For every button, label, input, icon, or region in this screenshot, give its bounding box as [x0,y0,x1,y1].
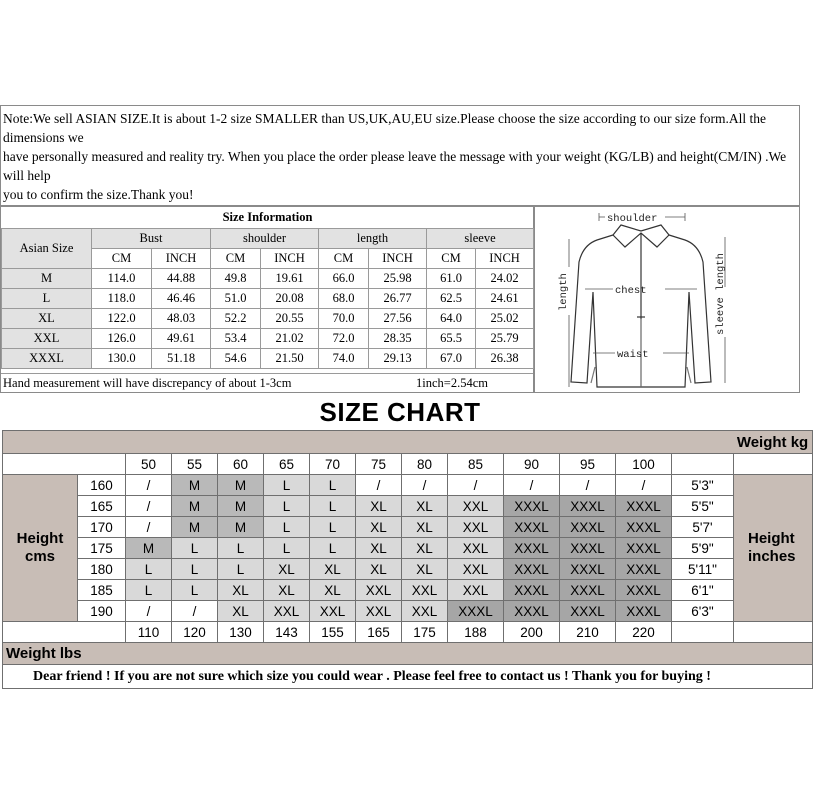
measurement-cell: 19.61 [261,268,319,288]
measurement-cell: 25.79 [476,328,534,348]
height-inch-cell: 5'7' [672,517,734,538]
height-cms-label [3,475,78,622]
size-cell: L [126,580,172,601]
measurement-cell: 130.0 [92,348,152,368]
height-cms-label-line: Height [16,530,64,547]
size-cell: XXXL [448,601,504,622]
size-cell: XL [264,580,310,601]
size-cell: XL [218,580,264,601]
note-line: you to confirm the size.Thank you! [3,187,194,202]
size-cell: XXL [448,559,504,580]
size-cell: M [172,496,218,517]
size-cell: XL [356,517,402,538]
measurement-cell: 44.88 [152,268,211,288]
note-line: Note:We sell ASIAN SIZE.It is about 1-2 size SMALLER than US,UK,AU,EU size.Please choose the size according to our size form.All the dimensions we [3,111,767,145]
measurement-cell: 122.0 [92,308,152,328]
height-cm-cell: 185 [78,580,126,601]
height-inch-cell: 5'5" [672,496,734,517]
weight-kg-cell: 80 [402,454,448,475]
size-cell: L [264,475,310,496]
inch-conversion: 1inch=2.54cm [416,376,488,390]
weight-lbs-cell: 143 [264,622,310,643]
measurement-cell: 66.0 [319,268,369,288]
size-cell: / [126,475,172,496]
group-header: length [319,228,427,248]
blank-cell [3,622,126,643]
size-cell: XXL [402,601,448,622]
blank-cell [734,622,813,643]
blank-cell [672,454,734,475]
size-cell: XXXL [560,559,616,580]
measurement-cell: 21.50 [261,348,319,368]
height-inches-label-line: Height [748,530,795,547]
height-cm-cell: 175 [78,538,126,559]
size-label: XL [2,308,92,328]
unit-header: CM [92,248,152,268]
measurement-cell: 70.0 [319,308,369,328]
group-header: shoulder [211,228,319,248]
measurement-cell: 68.0 [319,288,369,308]
size-cell: L [172,559,218,580]
weight-lbs-cell: 188 [448,622,504,643]
diagram-label-chest: chest [615,285,647,297]
table-row [2,348,534,368]
size-cell: / [616,475,672,496]
measurement-cell: 118.0 [92,288,152,308]
measurement-cell: 52.2 [211,308,261,328]
size-cell: L [264,538,310,559]
size-cell: XL [310,559,356,580]
weight-lbs-cell: 130 [218,622,264,643]
size-cell: XXL [448,496,504,517]
size-cell: XXXL [560,538,616,559]
size-cell: / [356,475,402,496]
unit-header: CM [319,248,369,268]
size-cell: XXXL [616,517,672,538]
diagram-label-shoulder: shoulder [607,213,658,225]
size-cell: M [172,517,218,538]
table-row [3,475,813,496]
measurement-cell: 25.02 [476,308,534,328]
measurement-cell: 126.0 [92,328,152,348]
unit-header: INCH [261,248,319,268]
size-cell: L [172,538,218,559]
measurement-cell: 61.0 [427,268,476,288]
size-cell: XL [402,517,448,538]
unit-header: INCH [476,248,534,268]
blank-cell [3,454,126,475]
size-cell: / [126,517,172,538]
size-cell: XXXL [616,601,672,622]
size-cell: XXXL [560,601,616,622]
table-row [2,268,534,288]
asian-size-header: Asian Size [2,228,92,268]
measurement-cell: 53.4 [211,328,261,348]
unit-header: CM [211,248,261,268]
size-label: M [2,268,92,288]
weight-lbs-band: Weight lbs [3,643,813,665]
size-cell: XL [356,538,402,559]
size-cell: M [218,475,264,496]
size-label: L [2,288,92,308]
size-information-table [0,206,534,393]
size-cell: XL [264,559,310,580]
weight-lbs-cell: 220 [616,622,672,643]
size-cell: XXL [402,580,448,601]
size-cell: XL [402,538,448,559]
size-cell: XXXL [560,517,616,538]
diagram-label-length: length [558,273,570,311]
measurement-cell: 62.5 [427,288,476,308]
size-cell: XXL [448,580,504,601]
weight-lbs-cell: 200 [504,622,560,643]
table-row [2,288,534,308]
measurement-cell: 64.0 [427,308,476,328]
size-cell: XXXL [504,538,560,559]
size-cell: / [504,475,560,496]
note-line: have personally measured and reality try. When you place the order please leave the message with your weight (KG/LB) and height(CM/IN) .We will help [3,149,787,183]
size-cell: XXXL [504,496,560,517]
size-cell: / [126,601,172,622]
height-inches-label-line: inches [748,548,796,565]
table-row [3,538,813,559]
weight-kg-band: Weight kg [3,431,813,454]
weight-lbs-cell: 175 [402,622,448,643]
size-note [0,105,800,206]
height-cm-cell: 160 [78,475,126,496]
size-cell: XXXL [616,580,672,601]
shirt-icon [535,207,799,392]
size-cell: XL [402,496,448,517]
height-inch-cell: 6'1" [672,580,734,601]
size-cell: XL [218,601,264,622]
weight-kg-cell: 60 [218,454,264,475]
diagram-label-waist: waist [617,349,649,361]
table-row [3,580,813,601]
height-cms-label-line: cms [24,548,56,565]
measurement-cell: 25.98 [369,268,427,288]
height-cm-cell: 165 [78,496,126,517]
height-inch-cell: 5'9" [672,538,734,559]
measurement-cell: 65.5 [427,328,476,348]
friend-message: Dear friend ! If you are not sure which size you could wear . Please feel free to contact us ! Thank you for buying ! [3,665,813,689]
size-label: XXXL [2,348,92,368]
size-cell: L [218,559,264,580]
table-row [3,601,813,622]
unit-header: CM [427,248,476,268]
weight-kg-cell: 70 [310,454,356,475]
size-cell: XL [402,559,448,580]
size-cell: / [448,475,504,496]
table-row [3,559,813,580]
shirt-measurement-diagram [534,206,800,393]
size-info-title: Size Information [2,207,534,228]
size-cell: XXXL [616,538,672,559]
size-cell: M [172,475,218,496]
measurement-cell: 21.02 [261,328,319,348]
size-cell: / [172,601,218,622]
size-cell: XXXL [560,580,616,601]
weight-lbs-cell: 165 [356,622,402,643]
blank-cell [734,454,813,475]
size-cell: XXL [448,517,504,538]
measurement-cell: 20.08 [261,288,319,308]
table-row [3,517,813,538]
size-cell: / [402,475,448,496]
measurement-cell: 74.0 [319,348,369,368]
height-inches-label [734,475,813,622]
measurement-cell: 49.8 [211,268,261,288]
unit-header: INCH [152,248,211,268]
unit-header: INCH [369,248,427,268]
size-cell: / [560,475,616,496]
weight-kg-cell: 55 [172,454,218,475]
size-cell: XXXL [504,580,560,601]
weight-lbs-cell: 155 [310,622,356,643]
weight-lbs-cell: 120 [172,622,218,643]
height-cm-cell: 170 [78,517,126,538]
size-cell: / [126,496,172,517]
height-cm-cell: 180 [78,559,126,580]
weight-kg-cell: 95 [560,454,616,475]
group-header: sleeve [427,228,534,248]
size-cell: L [310,517,356,538]
measurement-cell: 67.0 [427,348,476,368]
measurement-cell: 49.61 [152,328,211,348]
size-cell: XXL [356,601,402,622]
table-row [2,308,534,328]
size-cell: XXL [448,538,504,559]
measurement-cell: 20.55 [261,308,319,328]
measurement-cell: 26.77 [369,288,427,308]
size-cell: XL [356,559,402,580]
measurement-cell: 51.0 [211,288,261,308]
weight-kg-cell: 85 [448,454,504,475]
height-inch-cell: 6'3" [672,601,734,622]
size-cell: M [218,496,264,517]
measurement-cell: 114.0 [92,268,152,288]
size-cell: XXL [310,601,356,622]
size-cell: L [126,559,172,580]
size-cell: XXXL [504,559,560,580]
size-cell: L [310,496,356,517]
height-cm-cell: 190 [78,601,126,622]
measurement-cell: 27.56 [369,308,427,328]
size-cell: L [310,475,356,496]
weight-lbs-cell: 210 [560,622,616,643]
size-cell: XXXL [560,496,616,517]
blank-cell [672,622,734,643]
measurement-cell: 51.18 [152,348,211,368]
size-cell: L [218,538,264,559]
table-row [2,328,534,348]
discrepancy-note: Hand measurement will have discrepancy of about 1-3cm [3,376,292,390]
weight-lbs-cell: 110 [126,622,172,643]
size-chart-title: SIZE CHART [319,397,481,427]
size-cell: XL [310,580,356,601]
measurement-cell: 72.0 [319,328,369,348]
table-row [3,496,813,517]
size-chart-table [2,430,812,689]
height-inch-cell: 5'3" [672,475,734,496]
measurement-cell: 24.61 [476,288,534,308]
size-info-footnote [1,373,533,393]
size-cell: L [172,580,218,601]
measurement-cell: 48.03 [152,308,211,328]
size-cell: L [310,538,356,559]
weight-kg-cell: 100 [616,454,672,475]
measurement-cell: 46.46 [152,288,211,308]
size-cell: XXXL [504,601,560,622]
measurement-cell: 28.35 [369,328,427,348]
size-cell: XL [356,496,402,517]
diagram-label-sleeve-length: sleeve length [715,253,727,335]
size-cell: XXXL [504,517,560,538]
size-cell: M [126,538,172,559]
measurement-cell: 54.6 [211,348,261,368]
size-cell: XXXL [616,496,672,517]
size-cell: L [264,496,310,517]
measurement-cell: 26.38 [476,348,534,368]
size-label: XXL [2,328,92,348]
measurement-cell: 24.02 [476,268,534,288]
size-cell: XXL [264,601,310,622]
size-cell: L [264,517,310,538]
size-cell: M [218,517,264,538]
height-inch-cell: 5'11" [672,559,734,580]
size-cell: XXL [356,580,402,601]
weight-kg-cell: 65 [264,454,310,475]
measurement-cell: 29.13 [369,348,427,368]
weight-kg-cell: 75 [356,454,402,475]
size-cell: XXXL [616,559,672,580]
weight-kg-cell: 90 [504,454,560,475]
weight-kg-cell: 50 [126,454,172,475]
group-header: Bust [92,228,211,248]
